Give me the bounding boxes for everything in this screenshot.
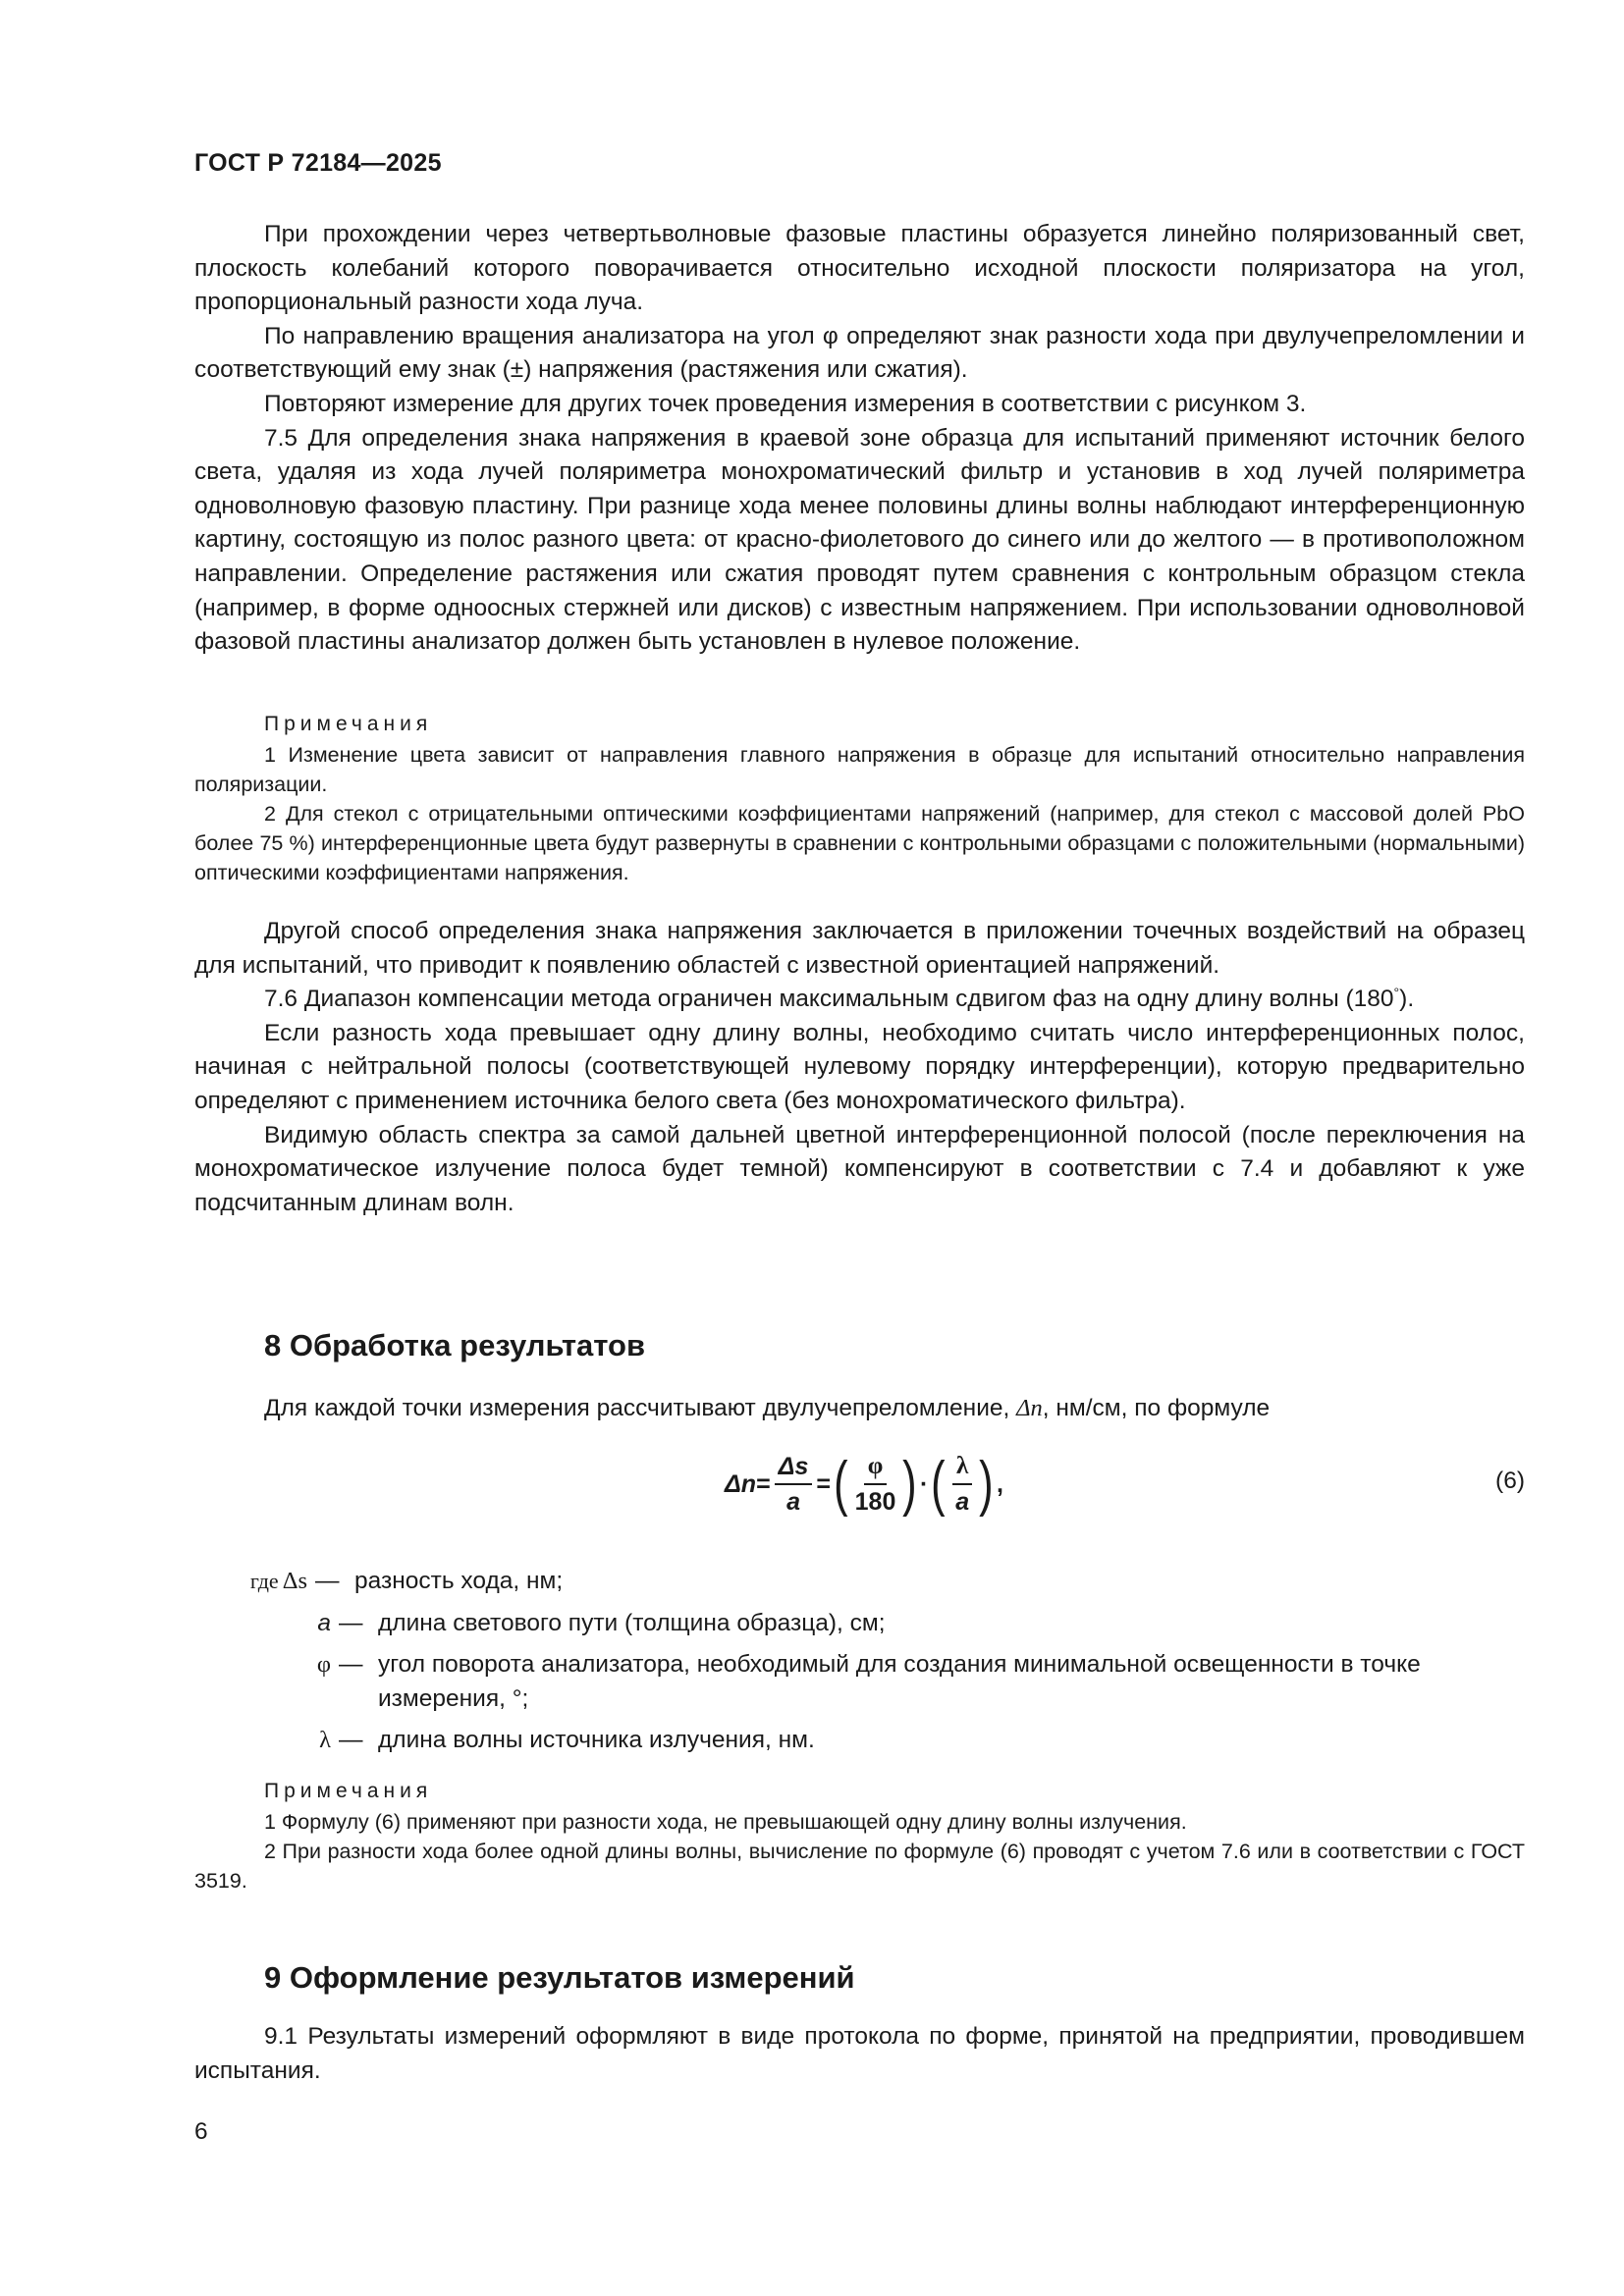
where-row-phi: φ — угол поворота анализатора, необходимый для создания минимальной освещенности в точке измерения, °; [316, 1651, 1421, 1712]
document-header: ГОСТ Р 72184—2025 [194, 149, 442, 177]
paren-close-2: ) [979, 1450, 994, 1518]
note-8-2: 2 При разности хода более одной длины волны, вычисление по формуле (6) проводят с учетом 7.6 или в соответствии с ГОСТ 3519. [194, 1840, 1525, 1893]
paragraph-visible-spectrum: Видимую область спектра за самой дальней цветной интерференционной полосой (после переключения на монохроматическое излучение полоса будет темной) компенсируют в соответствии с 7.4 и добавляют к уже подсчитанным длинам волн. [194, 1121, 1525, 1216]
paragraph-7-5: 7.5 Для определения знака напряжения в краевой зоне образца для испытаний применяют источник белого света, удаляя из хода лучей поляриметра монохроматический фильтр и установив в ход лучей поляриметра одноволновую фазовую пластину. При разнице хода менее половины длины волны наблюдают интерференционную картину, состоящую из полос разного цвета: от красно-фиолетового до синего или до желтого — в противоположном направлении. Определение растяжения или сжатия проводят путем сравнения с контрольным образцом стекла (например, в форме одноосных стержней или дисков) с известным напряжением. При использовании одноволновой фазовой пластины анализатор должен быть установлен в нулевое положение. [194, 424, 1525, 656]
page-number: 6 [194, 2118, 208, 2145]
section-7-continuation [194, 218, 1525, 660]
fraction-lambda-a: $\frac{\lambda}{a}$ [952, 1452, 972, 1517]
paragraph-rotation-direction: По направлению вращения анализатора на угол φ определяют знак разности хода при двулучепреломлении и соответствующий ему знак (±) напряжения (растяжения или сжатия). [194, 322, 1525, 384]
paragraph-9-1: 9.1 Результаты измерений оформляют в виде протокола по форме, принятой на предприятии, проводившем испытания. [194, 2023, 1525, 2084]
section-9-heading: 9 Оформление результатов измерений [264, 1960, 855, 1995]
note-1: 1 Изменение цвета зависит от направления главного напряжения в образце для испытаний относительно направления поляризации. [194, 743, 1525, 796]
where-row-ds: где Δs — разность хода, нм; [249, 1568, 564, 1594]
section-9-heading-block [194, 1958, 1525, 1998]
notes-title-8: Примечания [264, 1780, 433, 1802]
formula-equals-1: = [756, 1469, 771, 1498]
notes-block-7-5 [194, 710, 1525, 887]
paragraph-other-method: Другой способ определения знака напряжения заключается в приложении точечных воздействий на образец для испытаний, что приводит к появлению областей с известной ориентацией напряжений. [194, 918, 1525, 979]
paren-open-2: ( [931, 1450, 946, 1518]
where-row-a: a — длина светового пути (толщина образца), см; [317, 1609, 886, 1636]
paren-close-1: ) [902, 1450, 917, 1518]
note-2: 2 Для стекол с отрицательными оптическими коэффициентами напряжений (например, для стекол с массовой долей PbO более 75 %) интерференционные цвета будут развернуты в сравнении с контрольными образцами с положительными (нормальными) оптическими коэффициентами напряжения. [194, 802, 1525, 884]
section-7-continued [194, 915, 1525, 1220]
formula-equals-2: = [816, 1469, 831, 1498]
paragraph-repeat-measurement: Повторяют измерение для других точек проведения измерения в соответствии с рисунком 3. [264, 390, 1307, 417]
equation-number: (6) [1495, 1468, 1525, 1494]
section-8-heading-block [194, 1326, 1525, 1365]
formula-6 [725, 1440, 1003, 1528]
formula-lhs: Δn [725, 1469, 757, 1498]
where-row-lambda: λ — длина волны источника излучения, нм. [319, 1727, 815, 1754]
formula-comma: , [996, 1469, 1003, 1498]
notes-block-8 [194, 1777, 1525, 1896]
fraction-phi-180: $\frac{\varphi}{180}$ [854, 1453, 896, 1516]
paragraph-path-difference: Если разность хода превышает одну длину волны, необходимо считать число интерференционных полос, начиная с нейтральной полосы (соответствующей нулевому порядку интерференции), которую предварительно определяют с применением источника белого света (без монохроматического фильтра). [194, 1019, 1525, 1114]
where-legend [194, 1565, 1525, 1758]
section-9-body [194, 2020, 1525, 2088]
paren-open-1: ( [834, 1450, 848, 1518]
fraction-ds-a: $\frac{\Delta s}{a}$ [775, 1452, 813, 1517]
section-8-heading: 8 Обработка результатов [264, 1328, 646, 1362]
formula-dot: · [920, 1469, 929, 1498]
paragraph-7-6: 7.6 Диапазон компенсации метода ограничен максимальным сдвигом фаз на одну длину волны (180°). [264, 985, 1415, 1013]
notes-title: Примечания [264, 713, 433, 735]
section-8-intro: Для каждой точки измерения рассчитывают двулучепреломление, Δn, нм/см, по формуле [264, 1395, 1271, 1421]
paragraph-phase-plates: При прохождении через четвертьволновые фазовые пластины образуется линейно поляризованный свет, плоскость колебаний которого поворачивается относительно исходной плоскости поляризатора на угол, пропорциональный разности хода луча. [194, 221, 1525, 316]
section-8-intro-block [194, 1392, 1525, 1426]
formula-6-row [194, 1440, 1525, 1528]
document-page [194, 0, 1525, 2296]
note-8-1: 1 Формулу (6) применяют при разности хода, не превышающей одну длину волны излучения. [264, 1810, 1187, 1834]
